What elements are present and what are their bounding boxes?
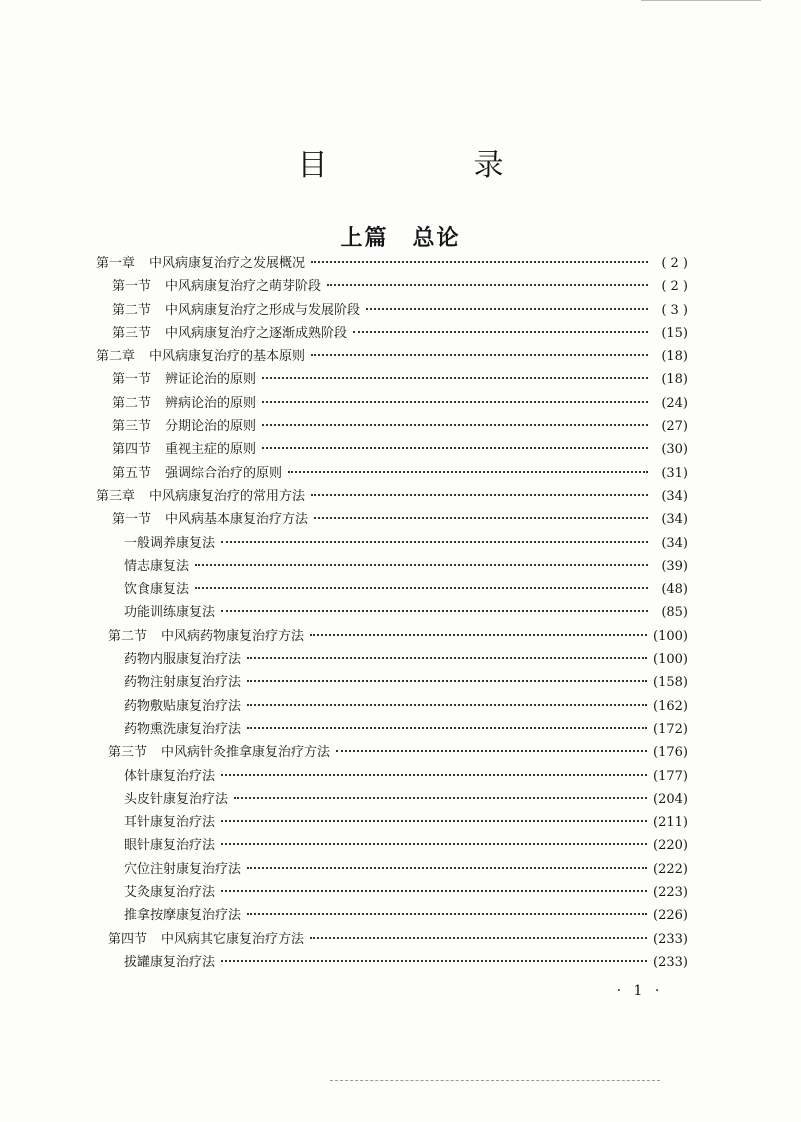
toc-entry-title: 中风病基本康复治疗方法 (165, 512, 309, 528)
toc-entry[interactable] (96, 811, 688, 834)
toc-entry-title: 药物注射康复治疗法 (124, 675, 242, 691)
toc-entry-label (112, 508, 308, 527)
toc-entry-number: 第一节 (112, 372, 152, 388)
toc-entry-page: (34) (661, 535, 688, 551)
toc-entry-title: 穴位注射康复治疗法 (124, 861, 242, 877)
toc-entry-label (124, 555, 189, 574)
toc-entry-page: ( 2 ) (661, 256, 688, 271)
toc-entry-page: (211) (653, 815, 688, 831)
toc-entry-page: (176) (653, 745, 688, 761)
toc-leader-dots (288, 471, 648, 473)
toc-entry-label (124, 834, 215, 853)
toc-entry-title: 头皮针康复治疗法 (124, 791, 229, 807)
toc-entry-page: ( 2 ) (661, 279, 688, 295)
toc-entry-number: 第三节 (112, 419, 152, 435)
toc-entry[interactable] (96, 788, 688, 811)
toc-entry[interactable] (96, 532, 688, 555)
toc-leader-dots (247, 867, 647, 869)
toc-entry-label (124, 695, 241, 714)
toc-entry[interactable] (96, 415, 688, 438)
toc-entry[interactable] (96, 858, 688, 881)
toc-leader-dots (247, 913, 647, 915)
toc-leader-dots (221, 843, 647, 845)
toc-entry-page: (27) (661, 419, 688, 435)
toc-entry[interactable] (96, 555, 688, 578)
toc-entry-label (124, 601, 215, 620)
toc-entry-page: (226) (653, 908, 688, 924)
toc-entry-label (108, 625, 304, 644)
toc-entry-number: 第四节 (108, 931, 148, 947)
toc-entry-page: (18) (661, 372, 688, 388)
toc-entry-label (124, 671, 241, 690)
toc-entry-page: (172) (653, 721, 688, 737)
toc-entry-number: 第三章 (96, 488, 136, 504)
toc-entry-number: 第三节 (112, 325, 152, 341)
toc-entry-title: 艾灸康复治疗法 (124, 885, 216, 901)
toc-leader-dots (262, 424, 648, 426)
toc-entry-label (108, 928, 304, 947)
toc-entry-page: (18) (661, 349, 688, 365)
toc-leader-dots (247, 727, 647, 729)
toc-entry[interactable] (96, 345, 688, 368)
toc-entry-title: 中风病康复治疗之形成与发展阶段 (165, 302, 361, 318)
toc-entry-page: (34) (661, 488, 688, 504)
toc-leader-dots (195, 564, 648, 566)
toc-leader-dots (262, 401, 648, 403)
toc-entry-label (124, 788, 228, 807)
toc-entry-label (96, 345, 305, 364)
page-title: 目 录 (297, 148, 562, 184)
toc-entry-page: (39) (661, 558, 688, 574)
toc-entry[interactable] (96, 252, 688, 275)
toc-entry-page: (100) (653, 652, 688, 668)
toc-entry-title: 重视主症的原则 (165, 442, 257, 458)
toc-entry-title: 药物熏洗康复治疗法 (124, 721, 242, 737)
toc-entry-title: 中风病针灸推拿康复治疗方法 (161, 745, 331, 761)
toc-leader-dots (221, 541, 648, 543)
toc-leader-dots (310, 937, 647, 939)
toc-leader-dots (221, 820, 647, 822)
toc-entry-number: 第三节 (108, 745, 148, 761)
toc-entry-number: 第五节 (112, 465, 152, 481)
toc-leader-dots (336, 750, 647, 752)
toc-entry-label (112, 438, 256, 457)
toc-entry-title: 中风病康复治疗之萌芽阶段 (165, 279, 322, 295)
toc-entry-label (96, 485, 305, 504)
toc-entry-label (124, 718, 241, 737)
toc-entry-number: 第一节 (112, 512, 152, 528)
toc-entry[interactable] (96, 485, 688, 508)
toc-entry-title: 耳针康复治疗法 (124, 815, 216, 831)
toc-entry-label (124, 951, 215, 970)
toc-entry-title: 分期论治的原则 (165, 419, 257, 435)
toc-entry-page: (222) (653, 861, 688, 877)
toc-entry-label (124, 578, 189, 597)
toc-entry-title: 药物内服康复治疗法 (124, 652, 242, 668)
toc-entry-page: (177) (653, 768, 688, 784)
toc-entry-page: (233) (653, 954, 688, 970)
toc-leader-dots (221, 960, 647, 962)
toc-entry-label (112, 322, 347, 341)
toc-leader-dots (327, 284, 648, 286)
toc-leader-dots (247, 704, 647, 706)
toc-leader-dots (234, 797, 647, 799)
toc-leader-dots (221, 890, 647, 892)
toc-leader-dots (247, 680, 647, 682)
toc-entry[interactable] (96, 462, 688, 485)
toc-entry[interactable] (96, 438, 688, 461)
toc-entry[interactable] (96, 648, 688, 671)
toc-leader-dots (262, 447, 648, 449)
toc-entry-title: 辨证论治的原则 (165, 372, 257, 388)
toc-entry-label (124, 811, 215, 830)
toc-leader-dots (311, 354, 648, 356)
toc-entry[interactable] (96, 625, 688, 648)
toc-entry-label (112, 299, 360, 318)
toc-entry-number: 第二节 (112, 302, 152, 318)
toc-entry-title: 强调综合治疗的原则 (165, 465, 283, 481)
toc-entry-title: 饮食康复法 (124, 582, 190, 598)
toc-entry-title: 功能训练康复法 (124, 605, 216, 621)
toc-entry-page: (162) (653, 698, 688, 714)
toc-entry-title: 中风病康复治疗的基本原则 (149, 349, 306, 365)
toc-entry-title: 眼针康复治疗法 (124, 838, 216, 854)
toc-entry-page: (24) (661, 395, 688, 411)
toc-entry-title: 推拿按摩康复治疗法 (124, 908, 242, 924)
toc-entry[interactable] (96, 951, 688, 974)
scan-edge-mark (641, 0, 761, 1)
toc-entry-page: (204) (653, 791, 688, 807)
toc-entry-title: 情志康复法 (124, 558, 190, 574)
toc-entry-page: (30) (661, 442, 688, 458)
toc-leader-dots (221, 774, 647, 776)
toc-leader-dots (314, 517, 648, 519)
toc-leader-dots (262, 377, 648, 379)
toc-entry-number: 第一节 (112, 279, 152, 295)
toc-entry[interactable] (96, 881, 688, 904)
toc-entry-page: (158) (653, 675, 688, 691)
toc-entry-page: (220) (653, 838, 688, 854)
toc-entry[interactable] (96, 928, 688, 951)
toc-leader-dots (353, 331, 648, 333)
toc-entry[interactable] (96, 299, 688, 322)
toc-entry-title: 药物敷贴康复治疗法 (124, 698, 242, 714)
toc-entry[interactable] (96, 765, 688, 788)
toc-entry-title: 中风病康复治疗之发展概况 (149, 256, 306, 271)
toc-entry[interactable] (96, 834, 688, 857)
toc-entry-page: (34) (661, 512, 688, 528)
toc-entry-label (124, 881, 215, 900)
toc-entry-title: 体针康复治疗法 (124, 768, 216, 784)
table-of-contents (96, 252, 688, 974)
toc-entry-page: (100) (653, 628, 688, 644)
toc-entry[interactable] (96, 368, 688, 391)
toc-entry[interactable] (96, 741, 688, 764)
toc-entry-label (112, 392, 256, 411)
toc-entry-label (124, 532, 215, 551)
toc-entry-page: ( 3 ) (661, 302, 688, 318)
toc-entry-number: 第二节 (112, 395, 152, 411)
toc-entry-page: (233) (653, 931, 688, 947)
toc-entry-label (124, 765, 215, 784)
toc-leader-dots (366, 308, 648, 310)
toc-entry-label (112, 462, 282, 481)
toc-entry-title: 中风病药物康复治疗方法 (161, 628, 305, 644)
toc-entry-number: 第二章 (96, 349, 136, 365)
toc-entry-number: 第二节 (108, 628, 148, 644)
page-number: · 1 · (616, 983, 664, 999)
toc-entry[interactable] (96, 601, 688, 624)
toc-entry-page: (48) (661, 582, 688, 598)
part-title: 上篇 总论 (340, 225, 461, 252)
toc-entry-title: 拔罐康复治疗法 (124, 954, 216, 970)
toc-entry[interactable] (96, 671, 688, 694)
toc-entry-label (112, 275, 321, 294)
toc-entry-page: (85) (661, 605, 688, 621)
toc-entry-page: (15) (661, 325, 688, 341)
toc-entry[interactable] (96, 322, 688, 345)
toc-entry[interactable] (96, 904, 688, 927)
toc-entry[interactable] (96, 275, 688, 298)
toc-entry-label (124, 904, 241, 923)
toc-entry-number: 第四节 (112, 442, 152, 458)
toc-entry[interactable] (96, 695, 688, 718)
toc-entry-label (112, 415, 256, 434)
toc-entry-label (124, 648, 241, 667)
toc-entry-title: 中风病其它康复治疗方法 (161, 931, 305, 947)
toc-entry[interactable] (96, 508, 688, 531)
toc-leader-dots (221, 610, 648, 612)
toc-leader-dots (311, 261, 648, 263)
toc-entry-label (112, 368, 256, 387)
toc-entry-page: (31) (661, 465, 688, 481)
toc-leader-dots (311, 494, 648, 496)
toc-entry-title: 辨病论治的原则 (165, 395, 257, 411)
toc-entry-label (96, 252, 305, 271)
toc-entry[interactable] (96, 718, 688, 741)
toc-entry-title: 中风病康复治疗之逐渐成熟阶段 (165, 325, 348, 341)
toc-entry-label (124, 858, 241, 877)
toc-leader-dots (310, 634, 647, 636)
toc-entry[interactable] (96, 392, 688, 415)
toc-entry-number: 第一章 (96, 256, 136, 271)
toc-entry-label (108, 741, 330, 760)
toc-entry-page: (223) (653, 885, 688, 901)
toc-entry[interactable] (96, 578, 688, 601)
toc-leader-dots (195, 587, 648, 589)
scan-artifact-line (330, 1080, 660, 1081)
toc-leader-dots (247, 657, 647, 659)
toc-entry-title: 中风病康复治疗的常用方法 (149, 488, 306, 504)
toc-entry-title: 一般调养康复法 (124, 535, 216, 551)
